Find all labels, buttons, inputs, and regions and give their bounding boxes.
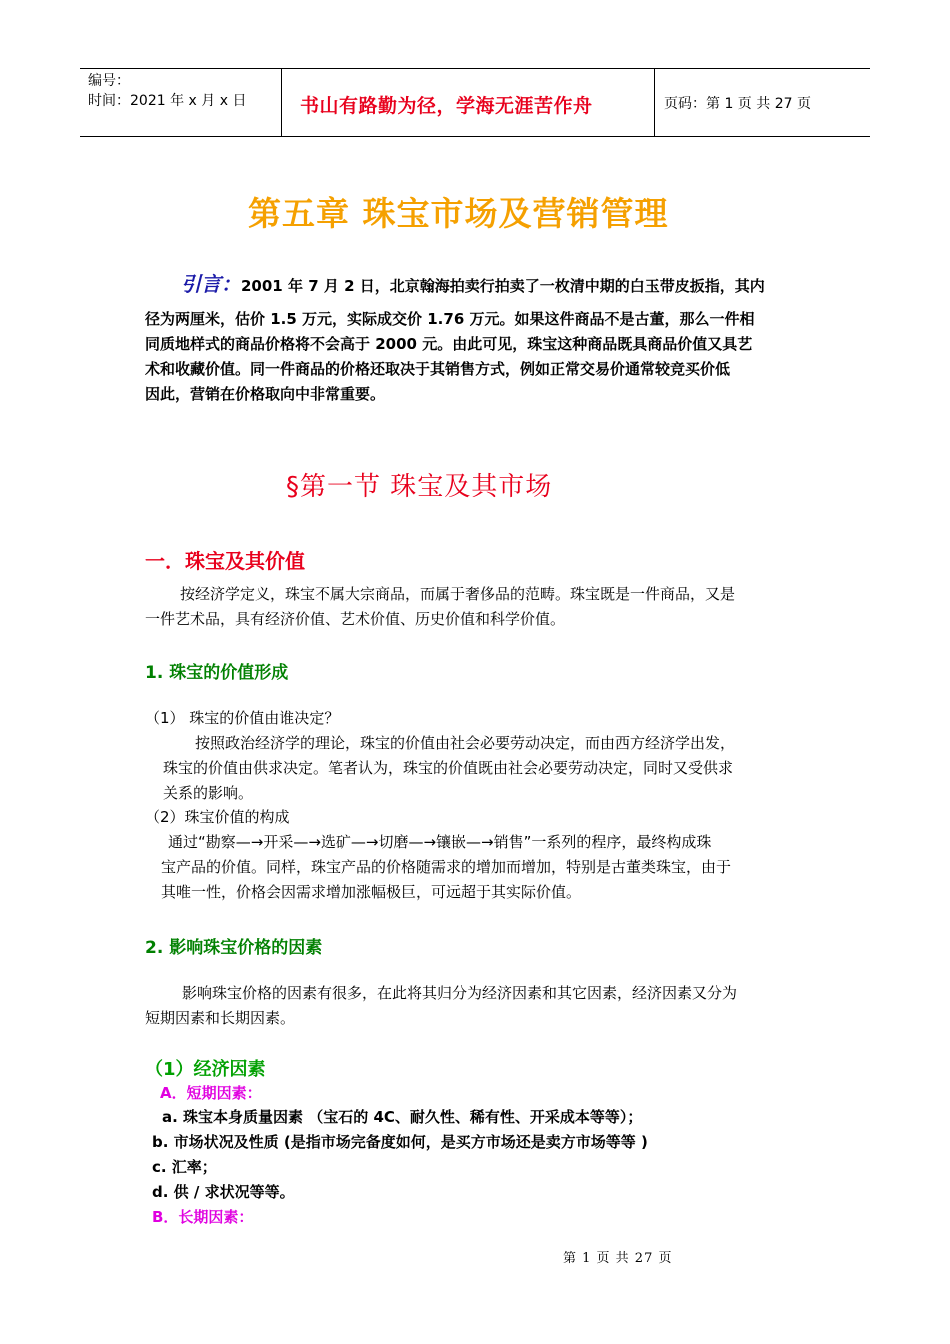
sub2-heading: 2. 影响珠宝价格的因素 [145, 938, 323, 958]
part1-line: 按经济学定义，珠宝不属大宗商品，而属于奢侈品的范畴。珠宝既是一件商品，又是 [180, 585, 736, 603]
header-motto: 书山有路勤为径，学海无涯苦作舟 [300, 95, 593, 117]
intro-line [145, 272, 815, 299]
sub1-q1-line: 珠宝的价值由供求决定。笔者认为，珠宝的价值既由社会必要劳动决定，同时又受供求 [163, 759, 734, 777]
part1-heading: 一．珠宝及其价值 [145, 549, 305, 573]
factor-item: b. 市场状况及性质 (是指市场完备度如何，是买方市场还是卖方市场等等 ) [152, 1133, 648, 1151]
sub1-question-1: （1） 珠宝的价值由谁决定？ [145, 709, 340, 727]
header-divider-2 [654, 68, 655, 136]
page-footer: 第 1 页 共 27 页 [563, 1251, 673, 1266]
short-term-heading: A．短期因素： [160, 1084, 262, 1102]
factor-item: a. 珠宝本身质量因素 （宝石的 4C、耐久性、稀有性、开采成本等等）； [162, 1108, 643, 1126]
section-title: §第一节 珠宝及其市场 [286, 472, 553, 502]
chapter-title: 第五章 珠宝市场及营销管理 [248, 194, 669, 233]
sub1-q1-line: 关系的影响。 [163, 784, 254, 802]
sub2-line: 短期因素和长期因素。 [145, 1009, 296, 1027]
header-bottom-border [80, 136, 870, 137]
long-term-heading: B．长期因素： [152, 1208, 254, 1226]
sub1-q2-line: 通过“勘察—→开采—→选矿—→切磨—→镶嵌—→销售”一系列的程序，最终构成珠 [168, 833, 712, 851]
header-top-border [80, 68, 870, 69]
factor-item: c. 汇率； [152, 1158, 217, 1176]
sub1-q2-line: 宝产品的价值。同样，珠宝产品的价格随需求的增加而增加，特别是古董类珠宝，由于 [161, 858, 732, 876]
sub2-line: 影响珠宝价格的因素有很多，在此将其归分为经济因素和其它因素，经济因素又分为 [182, 984, 738, 1002]
intro-line-text: 2001 年 7 月 2 日，北京翰海拍卖行拍卖了一枚清中期的白玉带皮扳指，其内 [241, 277, 765, 295]
sub1-q1-line: 按照政治经济学的理论，珠宝的价值由社会必要劳动决定，而由西方经济学出发， [195, 734, 736, 752]
factor-item: d. 供 / 求状况等等。 [152, 1183, 295, 1201]
header-time-label: 时间：2021 年 x 月 x 日 [88, 93, 247, 109]
intro-line: 因此，营销在价格取向中非常重要。 [145, 385, 386, 403]
part1-line: 一件艺术品，具有经济价值、艺术价值、历史价值和科学价值。 [145, 610, 566, 628]
sub1-question-2: （2）珠宝价值的构成 [145, 808, 290, 826]
intro-line: 术和收藏价值。同一件商品的价格还取决于其销售方式，例如正常交易价通常较竞买价低 [145, 360, 731, 378]
intro-line: 同质地样式的商品价格将不会高于 2000 元。由此可见，珠宝这种商品既具商品价值又具艺 [145, 335, 753, 353]
header-page-info: 页码：第 1 页 共 27 页 [664, 96, 811, 112]
intro-label: 引言： [181, 272, 241, 296]
header-code-label: 编号： [88, 73, 130, 89]
sub1-q2-line: 其唯一性，价格会因需求增加涨幅极巨，可远超于其实际价值。 [161, 883, 582, 901]
sub1-heading: 1. 珠宝的价值形成 [145, 663, 289, 683]
header-divider-1 [281, 68, 282, 136]
intro-paragraph [145, 272, 815, 407]
econ-factors-heading: （1）经济因素 [145, 1059, 266, 1080]
intro-line: 径为两厘米，估价 1.5 万元，实际成交价 1.76 万元。如果这件商品不是古董，那么一件相 [145, 310, 755, 328]
